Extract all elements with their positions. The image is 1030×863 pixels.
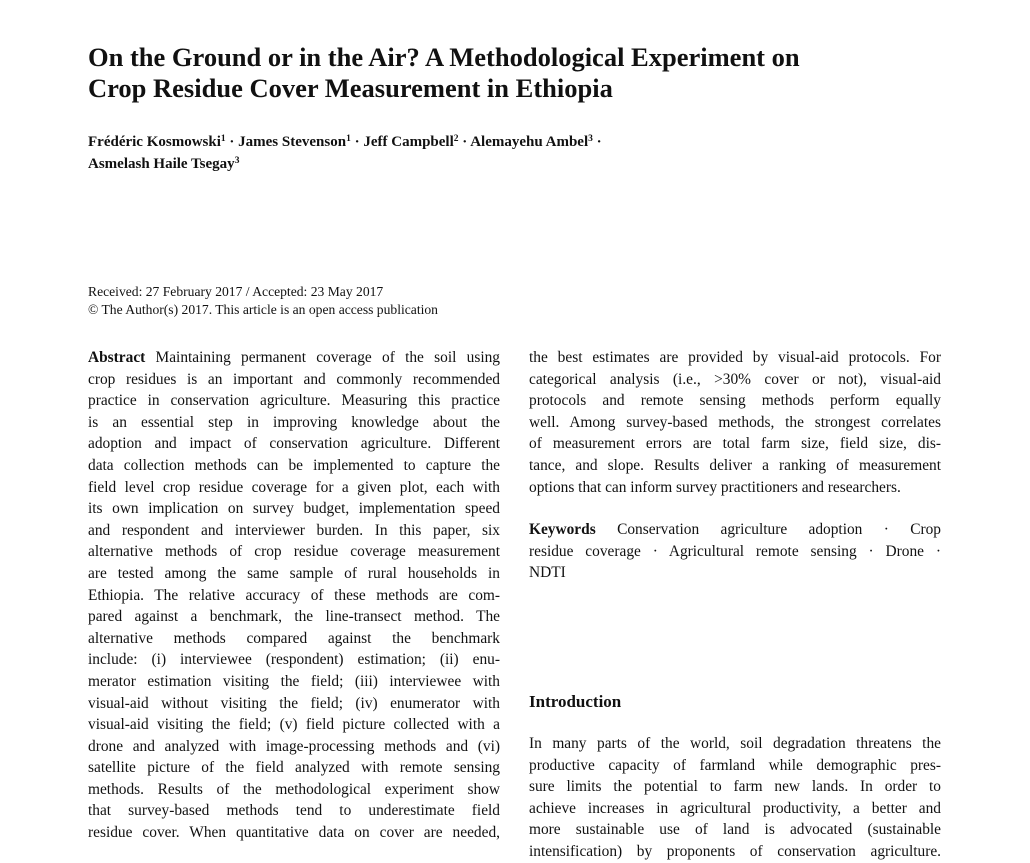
author-separator: · — [229, 134, 235, 150]
text-line: residue cover. When quantitative data on cover are needed, — [88, 824, 500, 842]
author-separator: · — [596, 134, 602, 150]
text-line: drone and analyzed with image-processing methods and (vi) — [88, 737, 500, 755]
introduction-text — [529, 733, 941, 863]
affiliation-marker: 2 — [453, 134, 459, 144]
text-line: include: (i) interviewee (respondent) estimation; (ii) enu- — [88, 651, 500, 669]
author-separator: · — [462, 134, 468, 150]
affiliation-marker: 1 — [220, 134, 226, 144]
text-line: tance, and slope. Results deliver a ranking of measurement — [529, 456, 941, 474]
text-line: intensification) by proponents of conservation agriculture. — [529, 842, 941, 860]
copyright-notice: © The Author(s) 2017. This article is an open access publication — [88, 302, 438, 317]
paper-title — [88, 42, 948, 104]
author-name: Asmelash Haile Tsegay — [88, 156, 235, 172]
text-line: Keywords Conservation agriculture adoption · Crop — [529, 521, 941, 539]
title-line: On the Ground or in the Air? A Methodological Experiment on — [88, 42, 800, 72]
author-name: Alemayehu Ambel — [470, 134, 589, 150]
keywords-label: Keywords — [529, 521, 596, 539]
text-line: alternative methods of crop residue coverage measurement — [88, 543, 500, 561]
text-line: sure limits the potential to farm new lands. In order to — [529, 778, 941, 796]
text-line: are tested among the same sample of rural households in — [88, 564, 500, 582]
text-line: that survey-based methods tend to underestimate field — [88, 802, 500, 820]
text-line: satellite picture of the field analyzed with remote sensing — [88, 759, 500, 777]
text-line: NDTI — [529, 564, 566, 582]
text-line: achieve increases in agricultural productivity, a better and — [529, 799, 941, 817]
affiliation-marker: 1 — [346, 134, 351, 144]
author-list — [88, 131, 948, 175]
text-line: its own implication on survey budget, implementation speed — [88, 500, 500, 518]
text-line: residue coverage · Agricultural remote sensing · Drone · — [529, 542, 941, 560]
section-heading-introduction: Introduction — [529, 691, 622, 711]
text-line: well. Among survey-based methods, the strongest correlates — [529, 413, 941, 431]
text-line: is an essential step in improving knowledge about the — [88, 413, 500, 431]
left-column — [88, 347, 500, 844]
text-line: productive capacity of farmland while demographic pres- — [529, 756, 941, 774]
keywords — [529, 519, 941, 584]
author-name: Jeff Campbell — [363, 134, 454, 150]
text-line: alternative methods compared against the benchmark — [88, 629, 500, 647]
author-separator: · — [354, 134, 360, 150]
text-line: In many parts of the world, soil degradation threatens the — [529, 734, 941, 752]
author-name: Frédéric Kosmowski — [88, 134, 221, 150]
text-line: practice in conservation agriculture. Measuring this practice — [88, 392, 500, 410]
text-line: options that can inform survey practitioners and researchers. — [529, 478, 901, 496]
text-line: visual-aid without visiting the field; (iv) enumerator with — [88, 694, 500, 712]
title-line: Crop Residue Cover Measurement in Ethiopia — [88, 73, 613, 103]
abstract-continuation — [529, 347, 941, 498]
text-line: field level crop residue coverage for a given plot, each with — [88, 478, 500, 496]
text-line: and respondent and interviewer burden. In this paper, six — [88, 521, 500, 539]
abstract — [88, 347, 500, 844]
text-line: merator estimation visiting the field; (iii) interviewee with — [88, 672, 500, 690]
text-line: crop residues is an important and commonly recommended — [88, 370, 500, 388]
text-line: data collection methods can be implemented to capture the — [88, 456, 500, 474]
right-column — [529, 347, 941, 863]
text-line: the best estimates are provided by visual-aid protocols. For — [529, 349, 941, 366]
text-line: protocols and remote sensing methods perform equally — [529, 392, 941, 410]
text-line: pared against a benchmark, the line-transect method. The — [88, 608, 500, 626]
text-line: methods. Results of the methodological experiment show — [88, 780, 500, 798]
text-line: more sustainable use of land is advocated (sustainable — [529, 821, 941, 839]
article-history — [88, 283, 788, 319]
text-line: categorical analysis (i.e., >30% cover or not), visual-aid — [529, 370, 941, 388]
affiliation-marker: 3 — [588, 134, 593, 144]
received-accepted-dates: Received: 27 February 2017 / Accepted: 23 May 2017 — [88, 284, 384, 299]
affiliation-marker: 3 — [234, 156, 240, 166]
text-line: of measurement errors are total farm size, field size, dis- — [529, 435, 941, 453]
text-line: Ethiopia. The relative accuracy of these methods are com- — [88, 586, 500, 604]
abstract-label: Abstract — [88, 349, 146, 366]
author-name: James Stevenson — [238, 134, 347, 150]
text-line: Abstract Maintaining permanent coverage of the soil using — [88, 349, 500, 366]
text-line: adoption and impact of conservation agriculture. Different — [88, 435, 500, 453]
text-line: visual-aid visiting the field; (v) field picture collected with a — [88, 716, 500, 734]
